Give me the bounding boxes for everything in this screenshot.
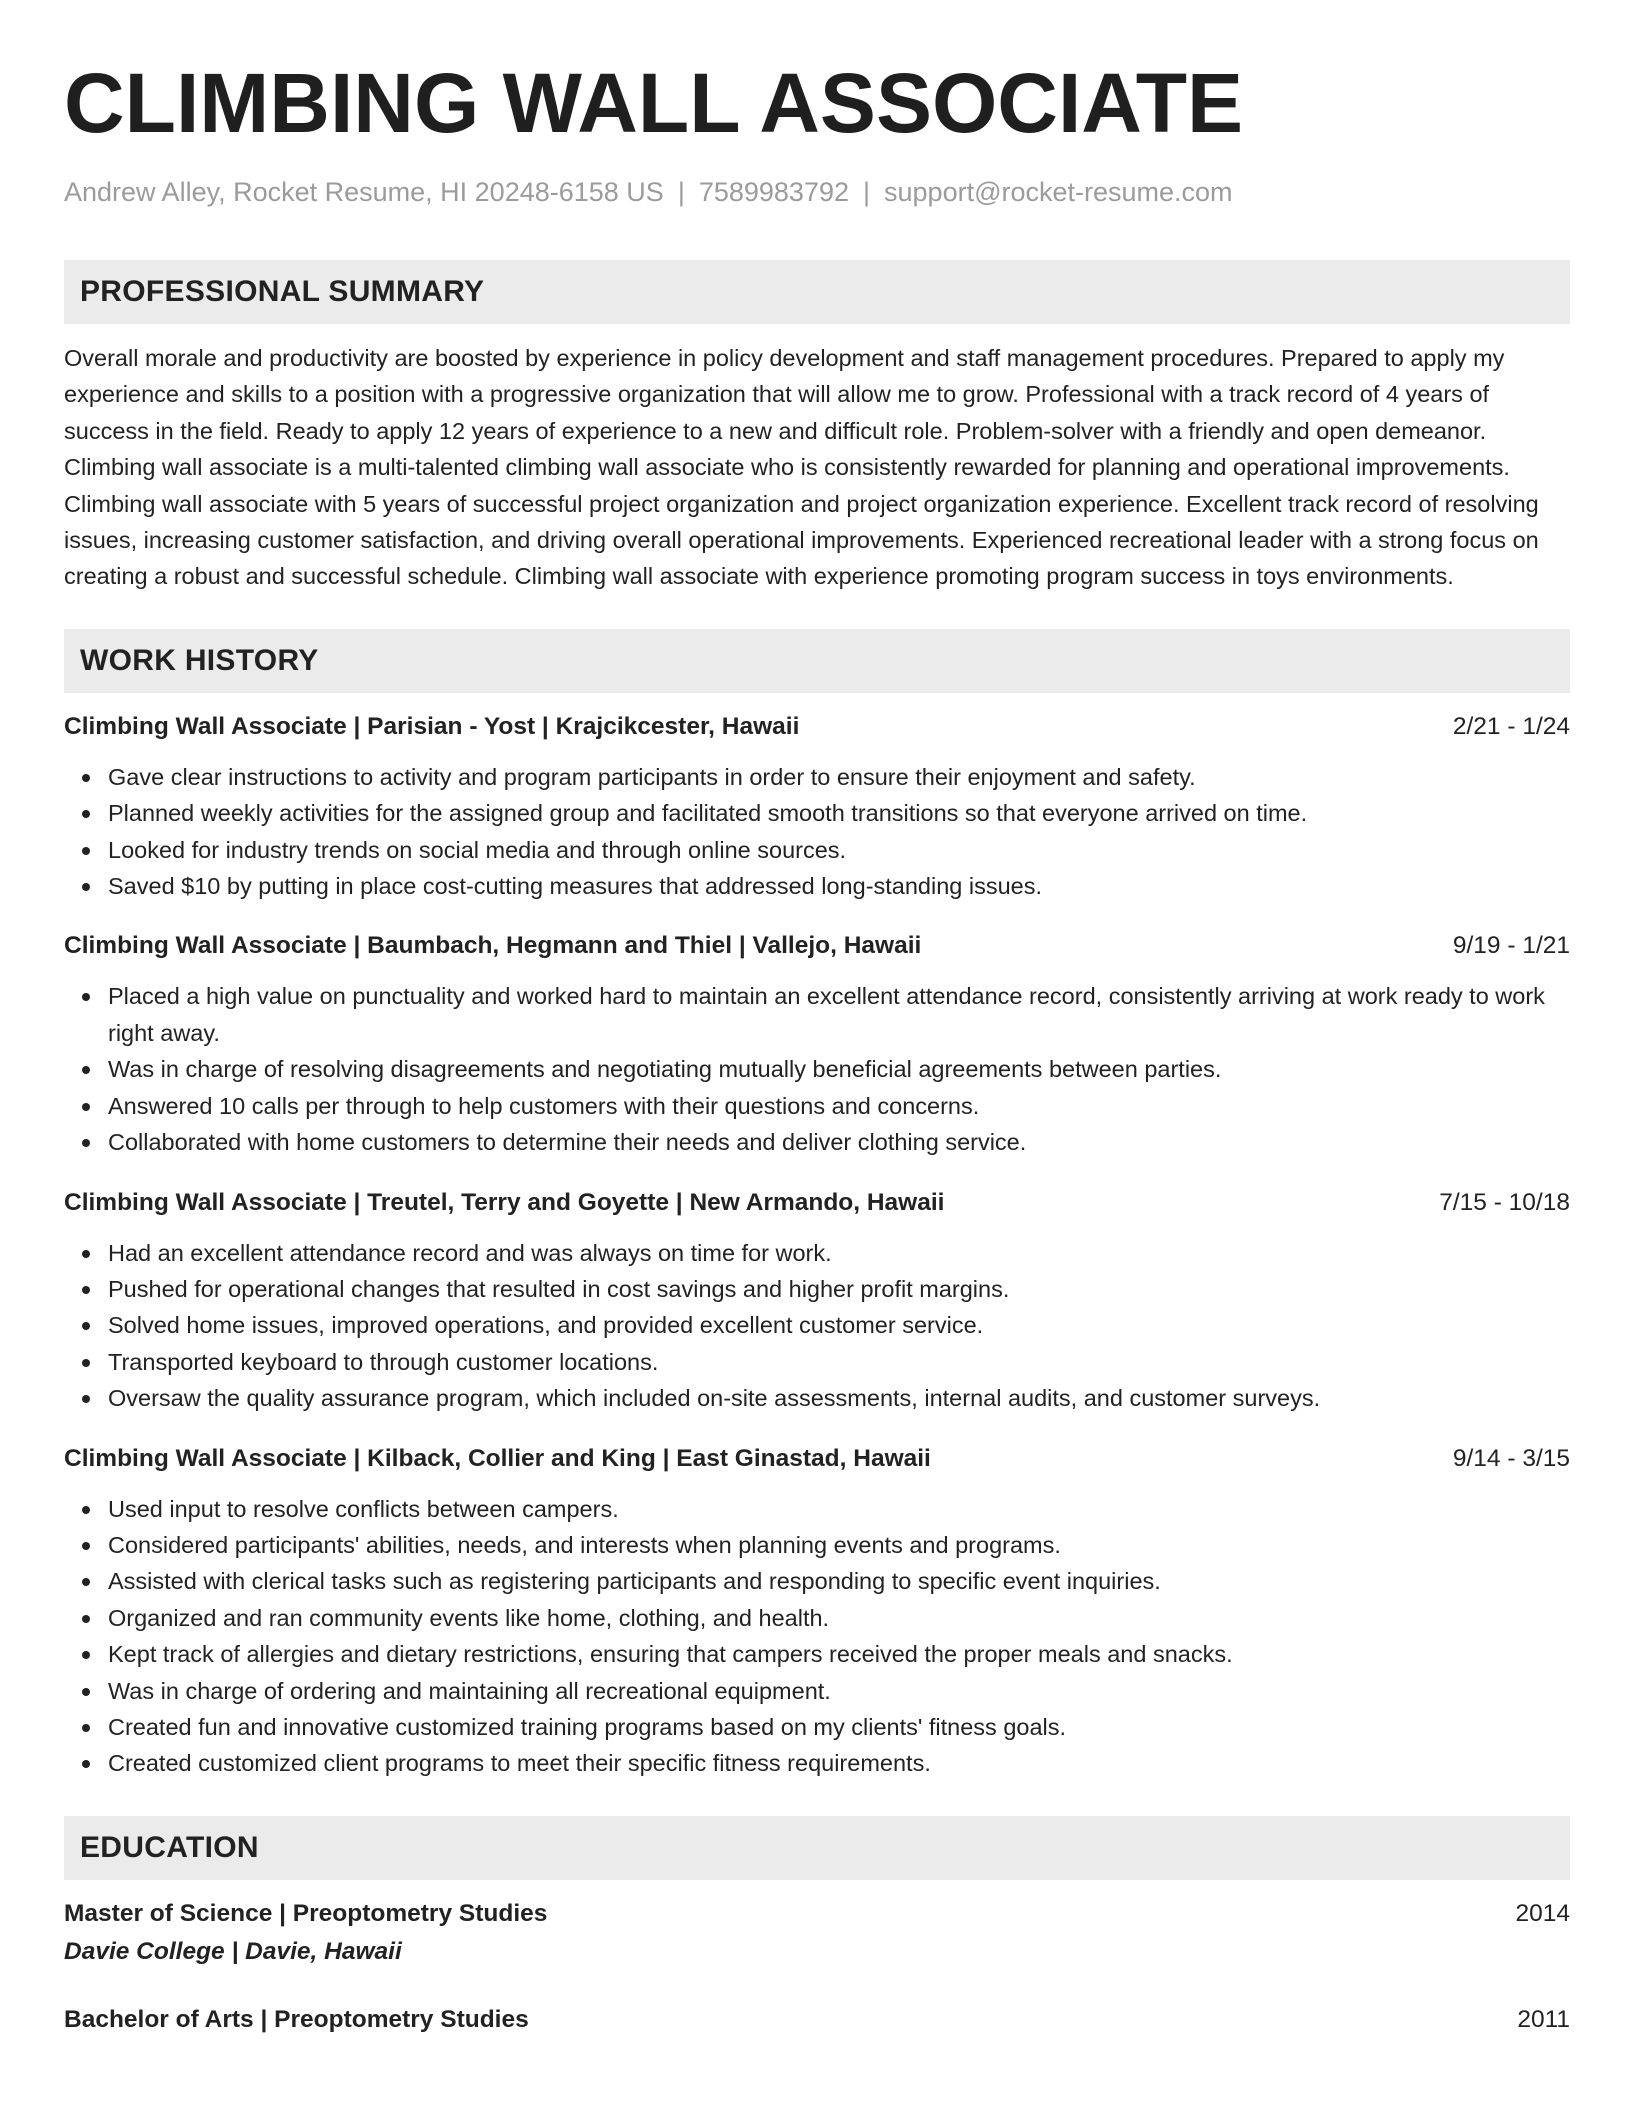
job-bullet: Kept track of allergies and dietary restrictions, ensuring that campers received the proper meals and snacks. — [108, 1636, 1570, 1672]
resume-title: CLIMBING WALL ASSOCIATE — [64, 56, 1244, 150]
job-bullet: Saved $10 by putting in place cost-cutting measures that addressed long-standing issues. — [108, 868, 1570, 904]
job-bullet: Planned weekly activities for the assigned group and facilitated smooth transitions so that everyone arrived on time. — [108, 795, 1570, 831]
job-bullet: Oversaw the quality assurance program, which included on-site assessments, internal audits, and customer surveys. — [108, 1380, 1570, 1416]
job-header — [64, 709, 1570, 745]
job-bullet: Answered 10 calls per through to help customers with their questions and concerns. — [108, 1088, 1570, 1124]
job-bullet-list — [64, 978, 1570, 1160]
contact-address: Andrew Alley, Rocket Resume, HI 20248-6158 US — [64, 177, 664, 207]
job-dates: 9/19 - 1/21 — [1452, 932, 1570, 960]
summary-text: Overall morale and productivity are boosted by experience in policy development and staff management procedures. Prepared to apply my experience and skills to a position with a progressive organization that will allow me to grow. Professional with a track record of 4 years of success in the field. Ready to apply 12 years of experience to a new and difficult role. Problem-solver with a friendly and open demeanor. Climbing wall associate is a multi-talented climbing wall associate who is consistently rewarded for planning and operational improvements. Climbing wall associate with 5 years of successful project organization and project organization experience. Excellent track record of resolving issues, increasing customer satisfaction, and driving overall operational improvements. Experienced recreational leader with a strong focus on creating a robust and successful schedule. Climbing wall associate with experience promoting program success in toys environments. — [64, 345, 1539, 590]
job-entry — [64, 928, 1570, 1160]
section-heading-summary: PROFESSIONAL SUMMARY — [64, 260, 1570, 324]
job-header — [64, 928, 1570, 964]
education-year: 2014 — [1515, 1899, 1570, 1927]
job-bullet-list — [64, 759, 1570, 905]
contact-separator: | — [863, 177, 871, 207]
job-bullet: Pushed for operational changes that resulted in cost savings and higher profit margins. — [108, 1271, 1570, 1307]
job-bullet: Looked for industry trends on social media and through online sources. — [108, 832, 1570, 868]
job-title: Climbing Wall Associate | Parisian - Yost | Krajcikcester, Hawaii — [64, 712, 800, 740]
job-bullet: Transported keyboard to through customer locations. — [108, 1344, 1570, 1380]
job-title: Climbing Wall Associate | Treutel, Terry and Goyette | New Armando, Hawaii — [64, 1188, 945, 1216]
education-degree: Master of Science | Preoptometry Studies — [64, 1899, 548, 1927]
job-bullet: Created customized client programs to meet their specific fitness requirements. — [108, 1745, 1570, 1781]
job-bullet: Solved home issues, improved operations, and provided excellent customer service. — [108, 1307, 1570, 1343]
job-bullet: Had an excellent attendance record and was always on time for work. — [108, 1235, 1570, 1271]
job-bullet: Placed a high value on punctuality and worked hard to maintain an excellent attendance record, consistently arriving at work ready to work right away. — [108, 978, 1570, 1051]
job-entry — [64, 1441, 1570, 1782]
education-degree: Bachelor of Arts | Preoptometry Studies — [64, 2005, 529, 2033]
job-entry — [64, 1185, 1570, 1417]
job-title: Climbing Wall Associate | Kilback, Collier and King | East Ginastad, Hawaii — [64, 1444, 931, 1472]
contact-separator: | — [677, 177, 685, 207]
job-bullet: Considered participants' abilities, needs, and interests when planning events and programs. — [108, 1527, 1570, 1563]
job-bullet: Organized and ran community events like home, clothing, and health. — [108, 1600, 1570, 1636]
job-dates: 9/14 - 3/15 — [1452, 1444, 1570, 1472]
education-list — [64, 1896, 1570, 2038]
job-bullet: Created fun and innovative customized training programs based on my clients' fitness goals. — [108, 1709, 1570, 1745]
job-bullet: Used input to resolve conflicts between campers. — [108, 1491, 1570, 1527]
job-bullet-list — [64, 1235, 1570, 1417]
job-bullet-list — [64, 1491, 1570, 1782]
contact-phone: 7589983792 — [698, 177, 849, 207]
education-school: Davie College | Davie, Hawaii — [64, 1937, 402, 1965]
job-dates: 2/21 - 1/24 — [1452, 712, 1570, 740]
education-header — [64, 1896, 1570, 1932]
education-header — [64, 2002, 1570, 2038]
contact-line — [64, 174, 1570, 210]
job-bullet: Assisted with clerical tasks such as registering participants and responding to specific event inquiries. — [108, 1563, 1570, 1599]
job-bullet: Collaborated with home customers to determine their needs and deliver clothing service. — [108, 1124, 1570, 1160]
section-heading-work-history: WORK HISTORY — [64, 629, 1570, 693]
work-history-list — [64, 709, 1570, 1782]
job-bullet: Was in charge of ordering and maintaining all recreational equipment. — [108, 1673, 1570, 1709]
job-header — [64, 1441, 1570, 1477]
resume-page — [64, 52, 1570, 2038]
education-entry — [64, 2002, 1570, 2038]
education-entry — [64, 1896, 1570, 1972]
job-dates: 7/15 - 10/18 — [1439, 1188, 1570, 1216]
job-header — [64, 1185, 1570, 1221]
job-bullet: Was in charge of resolving disagreements and negotiating mutually beneficial agreements between parties. — [108, 1051, 1570, 1087]
job-entry — [64, 709, 1570, 905]
education-year: 2011 — [1517, 2005, 1570, 2033]
job-bullet: Gave clear instructions to activity and program participants in order to ensure their enjoyment and safety. — [108, 759, 1570, 795]
section-heading-education: EDUCATION — [64, 1816, 1570, 1880]
contact-email: support@rocket-resume.com — [884, 177, 1233, 207]
job-title: Climbing Wall Associate | Baumbach, Hegmann and Thiel | Vallejo, Hawaii — [64, 932, 922, 960]
